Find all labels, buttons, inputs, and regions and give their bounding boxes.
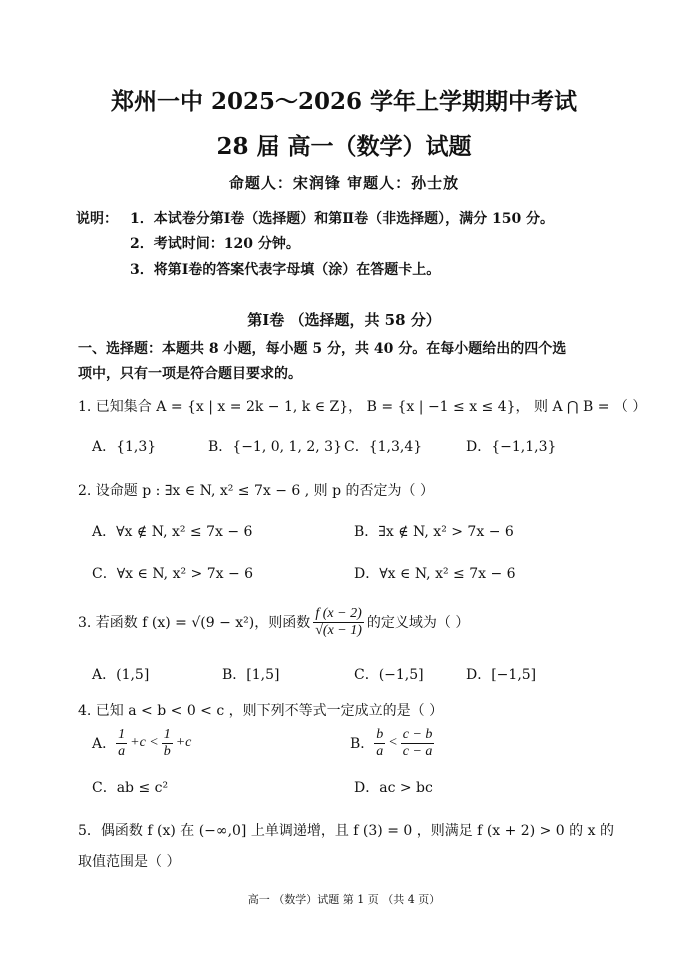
question-2-option-a: A．∀x ∉ N, x² ≤ 7x − 6 [92,524,253,540]
part-title-line1: 一、选择题：本题共 8 小题，每小题 5 分，共 40 分。在每小题给出的四个选 [78,341,567,357]
question-4-stem: 4. 已知 a < b < 0 < c ，则下列不等式一定成立的是（ ） [78,703,444,719]
question-2-option-d: D．∀x ∈ N, x² ≤ 7x − 6 [354,566,516,582]
question-4-option-b-mid: < [388,735,398,750]
question-4-option-b-frac2 [401,727,435,760]
note-item-2: 2．考试时间：120 分钟。 [130,236,300,252]
question-2-stem: 2. 设命题 p : ∃x ∈ N, x² ≤ 7x − 6 , 则 p 的否定为（ ） [78,483,434,499]
question-4-option-a-frac2-num: 1 [163,726,171,742]
note-item-3: 3．将第Ⅰ卷的答案代表字母填（涂）在答题卡上。 [130,262,441,278]
question-4-option-a-frac1 [116,727,127,760]
question-5-line1: 5．偶函数 f (x) 在 (−∞,0] 上单调递增，且 f (3) = 0 ，则满足 f (x + 2) > 0 的 x 的 [78,823,614,839]
question-2-option-c: C．∀x ∈ N, x² > 7x − 6 [92,566,254,582]
question-2-option-b: B．∃x ∉ N, x² > 7x − 6 [354,524,514,540]
question-4-option-b-frac2-num: c − b [402,726,433,742]
note-item-1: 1．本试卷分第Ⅰ卷（选择题）和第Ⅱ卷（非选择题），满分 150 分。 [130,211,555,227]
question-3-option-b: B．[1,5] [222,667,280,683]
question-3-stem-b: 的定义域为（ ） [366,615,470,631]
part-title-line2: 项中，只有一项是符合题目要求的。 [78,366,302,382]
question-4-option-a-frac2-den: b [163,743,171,759]
exam-title: 郑州一中 2025～2026 学年上学期期中考试 [110,88,578,115]
section-title: 第Ⅰ卷 （选择题，共 58 分） [247,311,441,329]
question-3-fraction-numerator: f (x − 2) [313,606,364,623]
question-4-option-d: D．ac > bc [354,780,433,796]
page-footer: 高一 （数学）试题 第 1 页 （共 4 页） [247,893,441,906]
question-4-option-a-frac2 [162,727,173,760]
exam-subtitle: 28 届 高一（数学）试题 [216,133,472,160]
question-3-option-d: D．[−1,5] [466,667,537,683]
question-4-option-a-label: A． [92,736,117,752]
question-4-option-b-label: B． [350,736,375,752]
question-3-fraction-denominator: √(x − 1) [315,622,362,638]
question-4-option-a [92,723,191,763]
question-4-option-a-end: +c [175,735,192,750]
question-1-option-d: D．{−1,1,3} [466,439,557,455]
question-3-stem [78,602,469,642]
question-4-option-b-frac1 [374,727,385,760]
question-4-option-b [350,723,434,763]
question-4-option-b-frac2-den: c − a [402,743,433,759]
question-4-option-a-mid: +c < [130,735,159,750]
question-1-option-a: A．{1,3} [92,439,157,455]
question-3-option-a: A．(1,5] [92,667,150,683]
question-1-option-c: C．{1,3,4} [344,439,423,455]
question-3-stem-a: 3. 若函数 f (x) = √(9 − x²)，则函数 [78,615,311,631]
question-4-option-c: C．ab ≤ c² [92,780,169,796]
question-4-option-a-frac1-num: 1 [118,726,126,742]
question-4-option-b-frac1-num: b [376,726,384,742]
question-5-line2: 取值范围是（ ） [78,854,181,870]
question-1-stem: 1. 已知集合 A = {x | x = 2k − 1, k ∈ Z}， B = {x | −1 ≤ x ≤ 4}， 则 A ⋂ B = （ ） [78,399,647,415]
question-3-option-c: C．(−1,5] [354,667,424,683]
question-3-fraction [313,606,364,639]
question-1-option-b: B．{−1, 0, 1, 2, 3} [208,439,342,455]
question-4-option-a-frac1-den: a [118,743,126,759]
notes-label: 说明： [76,211,118,227]
question-4-option-b-frac1-den: a [376,743,384,759]
exam-authors: 命题人：宋润锋 审题人：孙士放 [228,174,460,192]
